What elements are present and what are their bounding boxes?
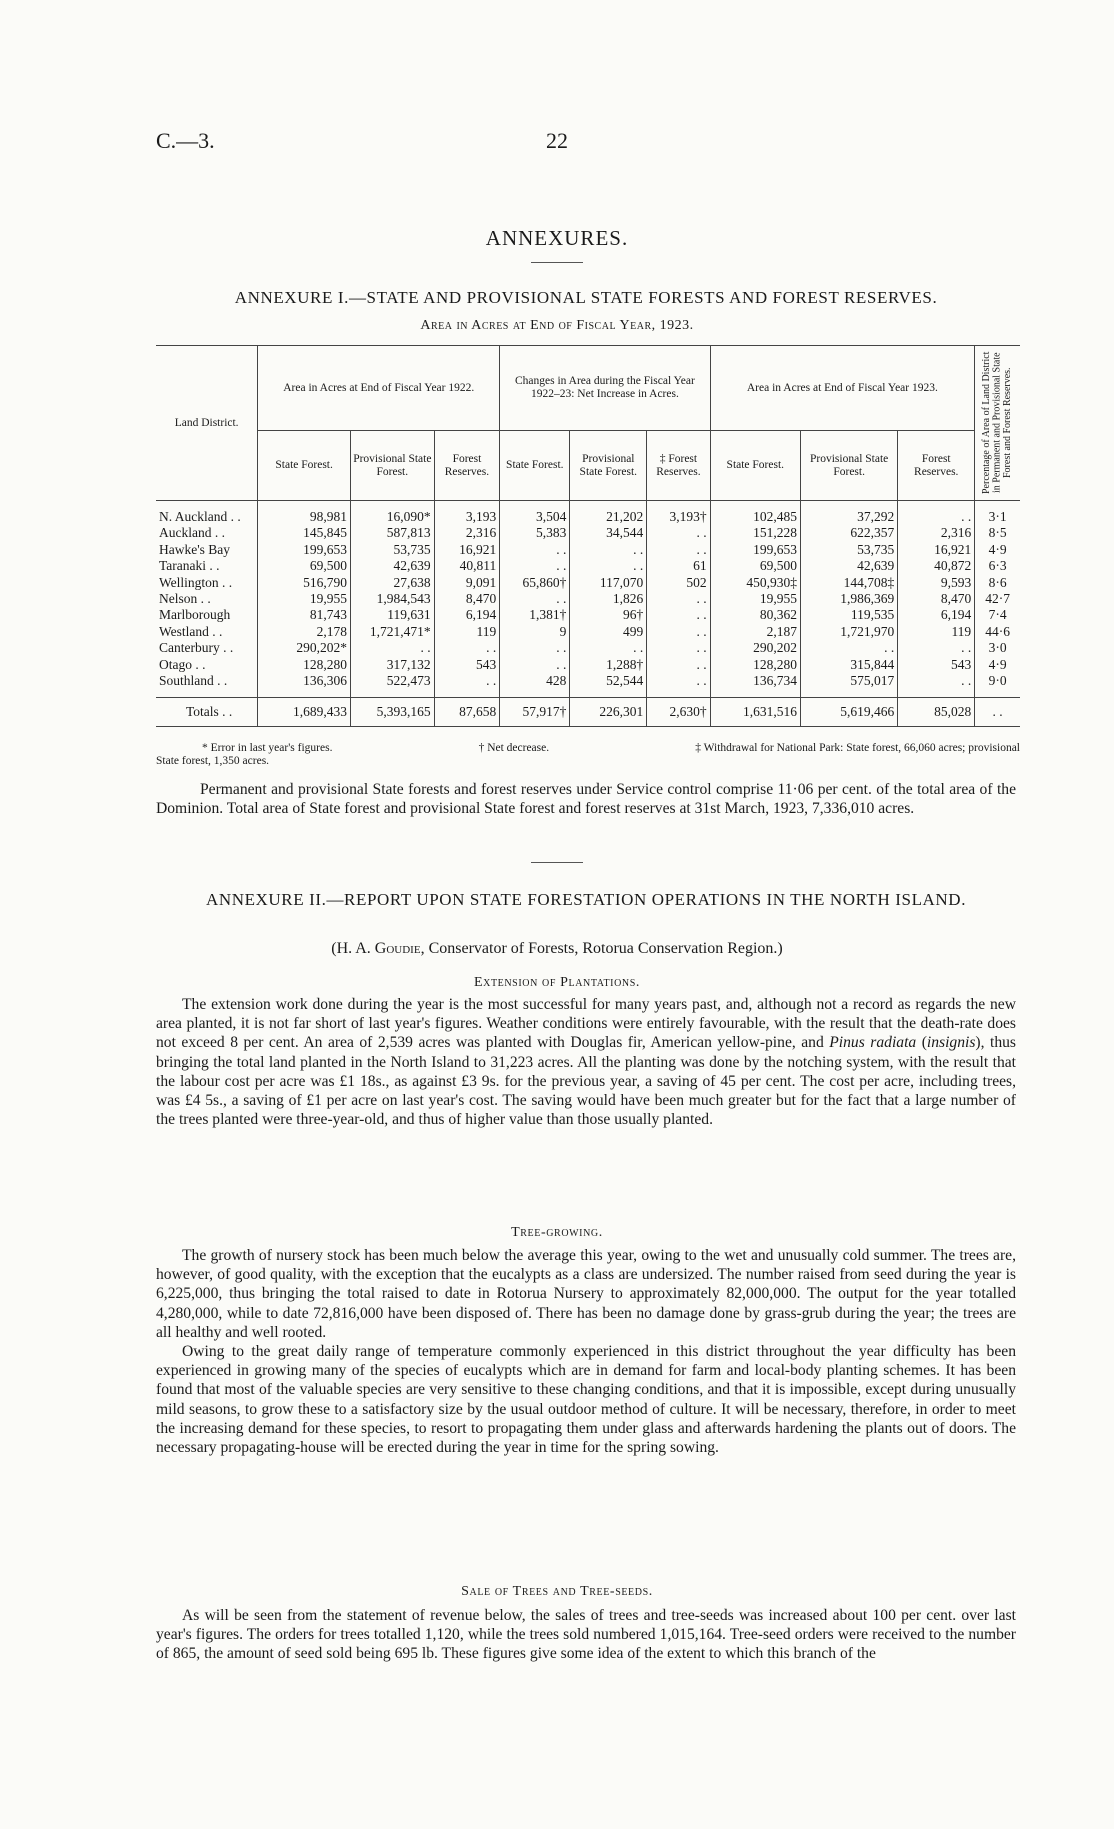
col-provisional-change: Provisional State Forest. xyxy=(570,431,647,501)
table-row xyxy=(156,509,1020,525)
col-reserves-1922: Forest Reserves. xyxy=(434,431,500,501)
value-cell-c1: 69,500 xyxy=(258,558,351,574)
value-cell-c9: . . xyxy=(898,640,975,656)
value-cell-c9: 16,921 xyxy=(898,542,975,558)
value-cell-c2: 119,631 xyxy=(350,607,434,623)
value-cell-c1: 81,743 xyxy=(258,607,351,623)
value-cell-c7: 290,202 xyxy=(710,640,800,656)
value-cell-c1: 2,178 xyxy=(258,624,351,640)
percentage-cell: 4·9 xyxy=(975,542,1020,558)
percentage-cell: 6·3 xyxy=(975,558,1020,574)
annexure-2-title: ANNEXURE II.—REPORT UPON STATE FORESTATION OPERATIONS IN THE NORTH ISLAND. xyxy=(205,890,967,909)
value-cell-c3: 40,811 xyxy=(434,558,500,574)
sale-paragraph xyxy=(156,1606,1016,1664)
value-cell-c9: . . xyxy=(898,673,975,689)
value-cell-c5: . . xyxy=(570,558,647,574)
land-district-cell: Westland . . xyxy=(159,623,223,639)
value-cell-c8: 5,619,466 xyxy=(801,698,898,727)
value-cell-c3: . . xyxy=(434,640,500,656)
value-cell-c1: 516,790 xyxy=(258,575,351,591)
value-cell-c5: 21,202 xyxy=(570,509,647,525)
value-cell-c8: 622,357 xyxy=(801,525,898,541)
value-cell-c9: 119 xyxy=(898,624,975,640)
value-cell-c8: 119,535 xyxy=(801,607,898,623)
table-row xyxy=(156,558,1020,574)
value-cell-c5: 34,544 xyxy=(570,525,647,541)
value-cell-c9: 6,194 xyxy=(898,607,975,623)
value-cell-c7: 102,485 xyxy=(710,509,800,525)
land-district-cell: Wellington . . xyxy=(159,574,233,590)
percentage-cell: 3·0 xyxy=(975,640,1020,656)
percentage-cell: 8·6 xyxy=(975,575,1020,591)
value-cell-c1: 19,955 xyxy=(258,591,351,607)
value-cell-c9: 2,316 xyxy=(898,525,975,541)
value-cell-c4: 3,504 xyxy=(500,509,570,525)
land-district-cell: Canterbury . . xyxy=(159,640,234,656)
value-cell-c6: . . xyxy=(647,542,710,558)
value-cell-c3: 16,921 xyxy=(434,542,500,558)
annexure-1-title: ANNEXURE I.—STATE AND PROVISIONAL STATE FORESTS AND FOREST RESERVES. xyxy=(234,288,938,307)
col-provisional-1923: Provisional State Forest. xyxy=(801,431,898,501)
footnote-error: * Error in last year's figures. xyxy=(202,742,333,754)
forest-area-table xyxy=(156,345,1020,727)
table-row xyxy=(156,575,1020,591)
value-cell-c3: . . xyxy=(434,673,500,689)
value-cell-c3: 8,470 xyxy=(434,591,500,607)
value-cell-c6: 3,193† xyxy=(647,509,710,525)
percentage-header-text: Percentage of Area of Land District in Permanent and Provisional State Forest and Forest Reserves. xyxy=(980,351,1013,495)
value-cell-c2: 53,735 xyxy=(350,542,434,558)
value-cell-c8: 1,986,369 xyxy=(801,591,898,607)
value-cell-c2: 1,721,471* xyxy=(350,624,434,640)
value-cell-c3: 543 xyxy=(434,657,500,673)
value-cell-c2: 42,639 xyxy=(350,558,434,574)
col-group-1922: Area in Acres at End of Fiscal Year 1922. xyxy=(258,346,500,431)
value-cell-c8: 144,708‡ xyxy=(801,575,898,591)
value-cell-c6: . . xyxy=(647,591,710,607)
insignis: insignis xyxy=(926,1034,976,1052)
col-state-forest-change: State Forest. xyxy=(500,431,570,501)
value-cell-c5: . . xyxy=(570,542,647,558)
col-state-forest-1922: State Forest. xyxy=(258,431,351,501)
tree-growing-paragraphs xyxy=(156,1246,1016,1457)
land-district-cell: Otago . . xyxy=(159,656,206,672)
extension-text-c: ), thus bringing the total land planted in the North Island to 31,223 acres. All the planting was done by the notching system, with the result that the labour cost per acre was £1 18s., as against £3 9s. for the previous year, a saving of 45 per cent. The cost per acre, including trees, was £4 5s., a saving of £1 per acre on last year's cost. The saving would have been much greater but for the fact that a large number of the trees planted were three-year-old, and thus of higher value than those usually planted. xyxy=(156,1034,1017,1129)
value-cell-c7: 199,653 xyxy=(710,542,800,558)
value-cell-c8: 1,721,970 xyxy=(801,624,898,640)
summary-text: Permanent and provisional State forests and forest reserves under Service control comprise 11·06 per cent. of the total area of the Dominion. Total area of State forest and provisional State forest and forest reserves at 31st March, 1923, 7,336,010 acres. xyxy=(156,781,1016,818)
value-cell-c4: 65,860† xyxy=(500,575,570,591)
extension-text-a: The extension work done during the year is the most successful for many years past, and, although not a record as regards the new area planted, it is not far short of last year's figures. Weather conditions were entirely favourable, with the result that the death-rate does not exceed 8 per cent. An area of 2,539 acres was planted with Douglas fir, American yellow-pine, and xyxy=(156,996,1016,1052)
summary-paragraph xyxy=(156,780,1016,818)
value-cell-c6: 502 xyxy=(647,575,710,591)
value-cell-c5: 1,288† xyxy=(570,657,647,673)
value-cell-c7: 136,734 xyxy=(710,673,800,689)
value-cell-c3: 2,316 xyxy=(434,525,500,541)
annexures-heading: ANNEXURES. xyxy=(485,226,629,250)
footnote-withdrawal-continued: State forest, 1,350 acres. xyxy=(156,755,270,767)
value-cell-c7: 1,631,516 xyxy=(710,698,800,727)
document-reference: C.—3. xyxy=(156,128,215,153)
col-land-district: Land District. xyxy=(156,346,258,501)
heading-sale: Sale of Trees and Tree-seeds. xyxy=(461,1584,653,1599)
extension-paragraph xyxy=(156,995,1016,1129)
table-footnotes xyxy=(156,742,1020,768)
value-cell-c8: 42,639 xyxy=(801,558,898,574)
value-cell-c4: 5,383 xyxy=(500,525,570,541)
land-district-cell: Nelson . . xyxy=(159,591,211,607)
percentage-cell: 8·5 xyxy=(975,525,1020,541)
value-cell-c6: . . xyxy=(647,657,710,673)
value-cell-c6: . . xyxy=(647,640,710,656)
percentage-cell: 3·1 xyxy=(975,509,1020,525)
land-district-cell: Hawke's Bay xyxy=(159,541,231,557)
value-cell-c9: 85,028 xyxy=(898,698,975,727)
value-cell-c4: . . xyxy=(500,558,570,574)
value-cell-c2: . . xyxy=(350,640,434,656)
value-cell-c2: 16,090* xyxy=(350,509,434,525)
tree-growing-paragraph-2: Owing to the great daily range of temperature commonly experienced in this district throughout the year difficulty has been experienced in growing many of the species of eucalypts which are in demand for farm and local-body planting schemes. It has been found that most of the valuable species are very sensitive to these changing conditions, and that it is impossible, except during unusually mild seasons, to grow these to a satisfactory size by the usual outdoor method of culture. It will be necessary, therefore, in order to meet the increasing demand for these species, to resort to propagating them under glass and afterwards hardening the plants out of doors. The necessary propagating-house will be erected during the year in time for the spring sowing. xyxy=(156,1343,1016,1457)
value-cell-c3: 87,658 xyxy=(434,698,500,727)
value-cell-c7: 2,187 xyxy=(710,624,800,640)
table-row xyxy=(156,657,1020,673)
col-provisional-1922: Provisional State Forest. xyxy=(350,431,434,501)
value-cell-c3: 119 xyxy=(434,624,500,640)
value-cell-c7: 80,362 xyxy=(710,607,800,623)
percentage-cell: 42·7 xyxy=(975,591,1020,607)
value-cell-c1: 290,202* xyxy=(258,640,351,656)
value-cell-c2: 27,638 xyxy=(350,575,434,591)
value-cell-c5: 52,544 xyxy=(570,673,647,689)
value-cell-c2: 522,473 xyxy=(350,673,434,689)
value-cell-c1: 128,280 xyxy=(258,657,351,673)
pinus-radiata: Pinus radiata xyxy=(829,1034,917,1052)
tree-growing-paragraph-1: The growth of nursery stock has been much below the average this year, owing to the wet and unusually cold summer. The trees are, however, of good quality, with the exception that the eucalypts as a class are undersized. The number raised from seed during the year is 6,225,000, thus bringing the total raised to date in Rotorua Nursery to approximately 82,000,000. The output for the year totalled 4,280,000, while to date 72,816,000 have been disposed of. There has been no damage done by grass-grub during the year; the trees are all healthy and well rooted. xyxy=(156,1247,1016,1341)
value-cell-c6: . . xyxy=(647,607,710,623)
value-cell-c4: 428 xyxy=(500,673,570,689)
title-rule xyxy=(531,262,583,263)
report-author xyxy=(0,940,1114,958)
value-cell-c9: . . xyxy=(898,509,975,525)
land-district-cell: Totals . . xyxy=(156,698,258,727)
percentage-cell: 44·6 xyxy=(975,624,1020,640)
value-cell-c6: 2,630† xyxy=(647,698,710,727)
col-reserves-change: ‡ Forest Reserves. xyxy=(647,431,710,501)
value-cell-c8: 53,735 xyxy=(801,542,898,558)
percentage-cell: 4·9 xyxy=(975,657,1020,673)
value-cell-c9: 40,872 xyxy=(898,558,975,574)
value-cell-c7: 128,280 xyxy=(710,657,800,673)
value-cell-c5: 117,070 xyxy=(570,575,647,591)
value-cell-c9: 8,470 xyxy=(898,591,975,607)
value-cell-c1: 1,689,433 xyxy=(258,698,351,727)
value-cell-c4: 1,381† xyxy=(500,607,570,623)
table-row xyxy=(156,640,1020,656)
footnote-decrease: † Net decrease. xyxy=(478,742,550,754)
value-cell-c7: 69,500 xyxy=(710,558,800,574)
heading-tree-growing: Tree-growing. xyxy=(511,1225,603,1240)
author-rest: , Conservator of Forests, Rotorua Conservation Region.) xyxy=(420,940,783,957)
value-cell-c4: 57,917† xyxy=(500,698,570,727)
value-cell-c4: . . xyxy=(500,640,570,656)
value-cell-c9: 9,593 xyxy=(898,575,975,591)
value-cell-c6: . . xyxy=(647,525,710,541)
land-district-cell: Taranaki . . xyxy=(159,558,220,574)
table-row xyxy=(156,591,1020,607)
value-cell-c6: . . xyxy=(647,624,710,640)
value-cell-c5: 226,301 xyxy=(570,698,647,727)
value-cell-c8: 315,844 xyxy=(801,657,898,673)
value-cell-c8: 575,017 xyxy=(801,673,898,689)
land-district-cell: N. Auckland . . xyxy=(159,509,241,524)
land-district-cell: Southland . . xyxy=(159,673,228,689)
col-group-1923: Area in Acres at End of Fiscal Year 1923. xyxy=(710,346,975,431)
author-name: Goudie xyxy=(374,940,421,957)
value-cell-c8: 37,292 xyxy=(801,509,898,525)
value-cell-c1: 136,306 xyxy=(258,673,351,689)
land-district-cell: Marlborough xyxy=(159,607,231,623)
value-cell-c3: 6,194 xyxy=(434,607,500,623)
col-group-changes: Changes in Area during the Fiscal Year 1922–23: Net Increase in Acres. xyxy=(500,346,710,431)
value-cell-c5: 499 xyxy=(570,624,647,640)
table-row xyxy=(156,673,1020,689)
value-cell-c6: 61 xyxy=(647,558,710,574)
value-cell-c4: 9 xyxy=(500,624,570,640)
value-cell-c6: . . xyxy=(647,673,710,689)
percentage-cell: 7·4 xyxy=(975,607,1020,623)
value-cell-c7: 450,930‡ xyxy=(710,575,800,591)
sale-paragraph-1: As will be seen from the statement of revenue below, the sales of trees and tree-seeds was increased about 100 per cent. over last year's figures. The orders for trees totalled 1,120, while the trees sold numbered 1,015,164. Tree-seed orders were received to the number of 865, the amount of seed sold being 695 lb. These figures give some idea of the extent to which this branch of the xyxy=(156,1607,1016,1663)
section-rule xyxy=(531,862,583,863)
footnote-withdrawal: ‡ Withdrawal for National Park: State forest, 66,060 acres; provisional xyxy=(695,742,1020,754)
value-cell-c9: 543 xyxy=(898,657,975,673)
annexure-1-subtitle: Area in Acres at End of Fiscal Year, 1923. xyxy=(420,318,694,333)
value-cell-c2: 317,132 xyxy=(350,657,434,673)
percentage-cell: . . xyxy=(975,698,1020,727)
value-cell-c2: 1,984,543 xyxy=(350,591,434,607)
col-reserves-1923: Forest Reserves. xyxy=(898,431,975,501)
totals-row xyxy=(156,698,1020,727)
extension-text-b: ( xyxy=(916,1034,927,1052)
value-cell-c1: 199,653 xyxy=(258,542,351,558)
percentage-cell: 9·0 xyxy=(975,673,1020,689)
value-cell-c2: 587,813 xyxy=(350,525,434,541)
value-cell-c8: . . xyxy=(801,640,898,656)
page-number: 22 xyxy=(546,128,568,153)
value-cell-c3: 9,091 xyxy=(434,575,500,591)
value-cell-c3: 3,193 xyxy=(434,509,500,525)
value-cell-c5: . . xyxy=(570,640,647,656)
spacer-row xyxy=(156,689,1020,698)
heading-extension: Extension of Plantations. xyxy=(473,975,641,990)
table-row xyxy=(156,542,1020,558)
value-cell-c5: 96† xyxy=(570,607,647,623)
table-row xyxy=(156,624,1020,640)
value-cell-c5: 1,826 xyxy=(570,591,647,607)
table-row xyxy=(156,525,1020,541)
value-cell-c7: 19,955 xyxy=(710,591,800,607)
table-row xyxy=(156,607,1020,623)
value-cell-c1: 145,845 xyxy=(258,525,351,541)
land-district-cell: Auckland . . xyxy=(159,525,225,541)
value-cell-c4: . . xyxy=(500,657,570,673)
value-cell-c1: 98,981 xyxy=(258,509,351,525)
author-open: (H. A. xyxy=(331,940,375,957)
col-state-forest-1923: State Forest. xyxy=(710,431,800,501)
value-cell-c7: 151,228 xyxy=(710,525,800,541)
value-cell-c2: 5,393,165 xyxy=(350,698,434,727)
value-cell-c4: . . xyxy=(500,591,570,607)
value-cell-c4: . . xyxy=(500,542,570,558)
col-percentage xyxy=(975,346,1020,501)
